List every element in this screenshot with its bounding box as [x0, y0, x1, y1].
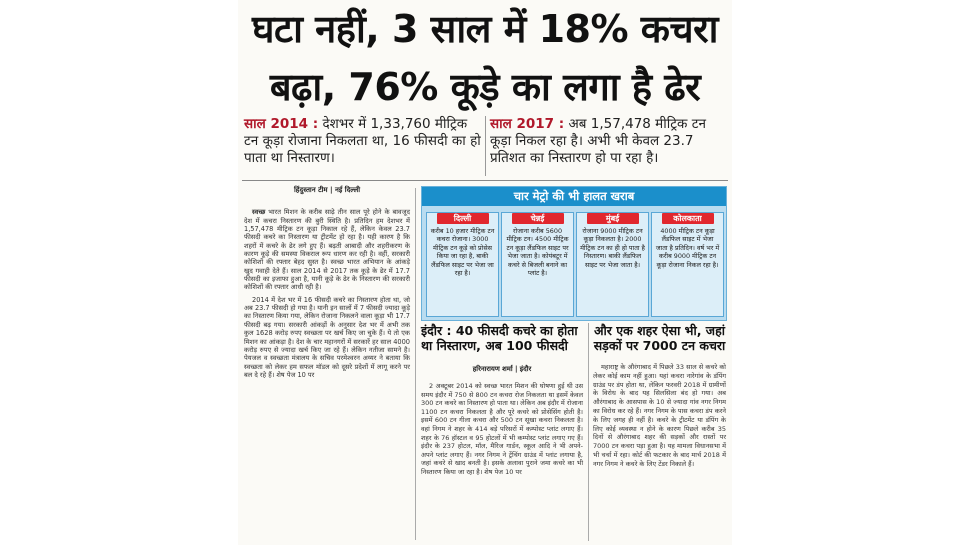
city-text-delhi: करीब 10 हजार मीट्रिक टन कचरा रोजाना। 3000 मीट्रिक टन कूड़े को प्रोसेस किया जा रहा है, बाकी लैंडफिल साइट पर भेजा जा रहा है। — [430, 227, 495, 278]
aurangabad-body: महाराष्ट्र के औरंगाबाद में पिछले 33 साल से कचरे को लेकर कोई काम नहीं हुआ। यहां कचरा नारेगांव के डंपिंग ग्राउंड पर डंप होता था, लेकिन फरवरी 2018 में ग्रामीणों के विरोध के बाद यह सिलसिला बंद हो गया। अब औरंगाबाद के आसपास के 10 से ज्यादा गांव नगर निगम का विरोध कर रहे हैं। नगर निगम के पास कचरा डंप करने के लिए जगह ही नहीं है। कचरे के ट्रीटमेंट या डंपिंग के लिए कोई व्यवस्था न होने के कारण पिछले करीब 35 दिनों से औरंगाबाद शहर की सड़कों और रास्तों पर 7000 टन कचरा पड़ा हुआ है। यह मामला विधानसभा में भी चर्चा में रहा। कोर्ट की फटकार के बाद मार्च 2018 में नगर निगम ने कचरे के लिए टेंडर निकाले हैं। — [593, 363, 726, 468]
city-text-kolkata: 4000 मीट्रिक टन कूड़ा लैंडफिल साइट में भेजा जाता है प्रतिदिन। वर्ष भर में करीब 9000 मीट्रिक टन कूड़ा रोजाना निकल रहा है। — [655, 227, 720, 269]
subheading-2014-text: देशभर में 1,33,760 मीट्रिक टन कूड़ा रोजाना निकलता था, 16 फीसदी का हो पाता था निस्तारण। — [244, 116, 481, 166]
city-card-mumbai — [576, 212, 649, 317]
column-divider-mid — [588, 323, 589, 541]
subheading-2014 — [244, 116, 484, 167]
city-text-chennai: रोजाना करीब 5600 मीट्रिक टन। 4500 मीट्रिक टन कूड़ा लैंडफिल साइट पर भेजा जाता है। कोयंबटूर में कचरे से बिजली बनाने का प्लांट है। — [506, 227, 569, 278]
left-article-lead-word: स्वच्छ — [252, 208, 266, 217]
indore-article — [421, 323, 583, 477]
city-name-kolkata: कोलकाता — [662, 213, 714, 224]
indore-byline: हरिनारायण शर्मा | इंदौर — [472, 365, 532, 373]
horizontal-rule — [242, 180, 728, 181]
column-divider-left — [415, 188, 416, 540]
metro-box-title: चार मेट्रो की भी हालत खराब — [422, 187, 726, 206]
city-card-chennai — [501, 212, 574, 317]
city-name-delhi: दिल्ली — [437, 213, 489, 224]
metro-box — [421, 186, 727, 321]
newspaper-clipping — [238, 0, 732, 545]
subheading-divider — [485, 116, 486, 176]
indore-headline: इंदौर : 40 फीसदी कचरे का होता था निस्तारण, अब 100 फीसदी — [421, 323, 578, 353]
year-2017-label: साल 2017 : — [490, 116, 565, 132]
left-article-para-2: 2014 में देश भर में 16 फीसदी कचरे का निस्तारण होता था, जो अब 23.7 फीसदी हो गया है। यानी इन सालों में 7 फीसदी ज्यादा कूड़े का निस्तारण किया गया, लेकिन रोजाना निकलने वाला कूड़ा भी 17.7 फीसदी बढ़ गया। सरकारी आंकड़ों के अनुसार देश भर में अभी तक कुल 1628 करोड़ रुपए स्वच्छता पर खर्च किए जा चुके हैं। ये तो एक मिशन का आंकड़ा है। देश के चार महानगरों में सरकारें हर साल 4000 करोड़ रुपए से ज्यादा खर्च किए जा रहे हैं। लेकिन नतीजा सामने है। पेयजल व स्वच्छता मंत्रालय के सचिव परमेश्वरन अय्यर ने बताया कि स्वच्छता को लेकर हम सफल मॉडल को दूसरे प्रदेशों में लागू करने पर बल दे रहे हैं। शेष पेज 10 पर — [244, 295, 410, 379]
subheading-2017 — [490, 116, 728, 167]
headline-line-2: बढ़ा, 76% कूड़े का लगा है ढेर — [269, 65, 701, 109]
city-card-kolkata — [651, 212, 724, 317]
city-text-mumbai: रोजाना 9000 मीट्रिक टन कूड़ा निकलता है। 2000 मीट्रिक टन का ही हो पाता है निस्तारण। बाकी लैंडफिल साइट पर भेजा जाता है। — [580, 227, 645, 269]
year-2014-label: साल 2014 : — [244, 116, 319, 132]
subheading-2017-text: अब 1,57,478 मीट्रिक टन कूड़ा निकल रहा है। अभी भी केवल 23.7 प्रतिशत का निस्तारण हो पा रहा है। — [490, 116, 707, 166]
left-article-para-1 — [244, 208, 410, 291]
aurangabad-article — [593, 323, 726, 469]
city-card-delhi — [426, 212, 499, 317]
city-name-chennai: चेन्नई — [512, 213, 564, 224]
aurangabad-headline: और एक शहर ऐसा भी, जहां सड़कों पर 7000 टन कचरा — [593, 323, 726, 353]
indore-body: 2 अक्टूबर 2014 को स्वच्छ भारत मिशन की घोषणा हुई थी उस समय इंदौर में 750 से 800 टन कचरा रोज निकलता था इसमें केवल 300 टन कचरे का निस्तारण हो पाता था। लेकिन अब इंदौर में रोजाना 1100 टन कचरा निकलता है और पूरे कचरे को प्रोसेसिंग होती है। इसमें 600 टन गीला कचरा और 500 टन सूखा कचरा निकलता है। वहां निगम ने शहर के 414 बड़े परिसरों में कम्पोस्ट प्लांट लगाए हैं। शहर के 76 हॉस्टल व 95 होटलों में भी कम्पोस्ट प्लांट लगाए गए हैं। इंदौर के 237 होटल, मॉल, मैरिज गार्डन, स्कूल आदि ने भी अपने-अपने प्लांट लगाए हैं। नगर निगम ने ट्रेंचिंग ग्राउंड में प्लांट लगाया है, जहां कचरे से खाद बनती है। इसके अलावा पुराने जमा कचरे का भी निस्तारण किया जा रहा है। शेष पेज 10 पर — [421, 382, 583, 476]
left-article — [244, 186, 410, 383]
city-name-mumbai: मुंबई — [587, 213, 639, 224]
headline-line-1: घटा नहीं, 3 साल में 18% कचरा — [252, 7, 718, 51]
left-article-byline: हिंदुस्तान टीम | नई दिल्ली — [293, 186, 361, 194]
left-article-para-1-text: भारत मिशन के करीब साढ़े तीन साल पूरे होने के बावजूद देश में कचरा निस्तारण की बुरी स्थिति है। प्रतिदिन हम देशभर में 1,57,478 मीट्रिक टन कूड़ा निकाल रहे हैं, लेकिन केवल 23.7 फीसदी कचरे का निस्तारण या ट्रीटमेंट हो रहा है। यही कारण है कि शहरों में कचरे के ढेर लगे हुए हैं। बढ़ती आबादी और शहरीकरण के कारण कूड़े की समस्या विकराल रूप धारण कर रही है। वहीं, सरकारी कोशिशों की रफ्तार बेहद सुस्त है। स्वच्छ भारत अभियान के आंकड़े खुद गवाही देते हैं। साल 2014 से 2017 तक कूड़े के ढेर में 17.7 फीसदी का इजाफा हुआ है, यानी कूड़े के ढेर के निस्तारण की सरकारी कोशिशों की रफ्तार आधी रही है। — [244, 208, 410, 292]
